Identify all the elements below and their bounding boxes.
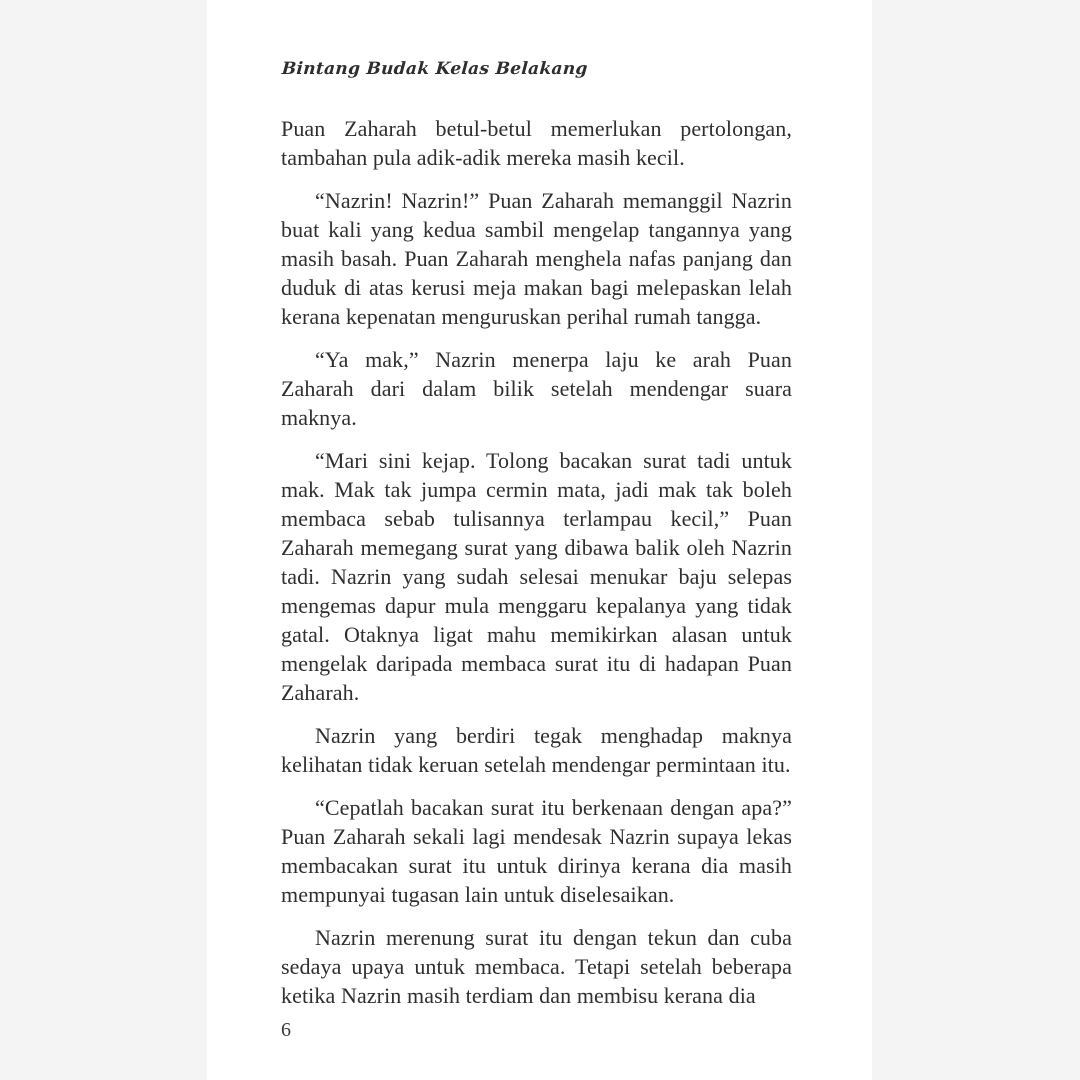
text-column <box>281 114 792 1010</box>
paragraph: “Cepatlah bacakan surat itu berkenaan dengan apa?” Puan Zaharah sekali lagi mendesak Nazrin supaya lekas membacakan surat itu untuk dirinya kerana dia masih mempunyai tugasan lain untuk diselesaikan. <box>281 795 792 907</box>
page-content <box>207 0 872 1080</box>
paragraph: “Nazrin! Nazrin!” Puan Zaharah memanggil Nazrin buat kali yang kedua sambil mengelap tangannya yang masih basah. Puan Zaharah menghela nafas panjang dan duduk di atas kerusi meja makan bagi melepaskan lelah kerana kepenatan menguruskan perihal rumah tangga. <box>281 188 792 329</box>
page-number: 6 <box>281 1019 291 1041</box>
running-header: Bintang Budak Kelas Belakang <box>281 59 589 79</box>
paragraph: Nazrin yang berdiri tegak menghadap maknya kelihatan tidak keruan setelah mendengar permintaan itu. <box>281 723 792 777</box>
paragraph: Nazrin merenung surat itu dengan tekun dan cuba sedaya upaya untuk membaca. Tetapi setelah beberapa ketika Nazrin masih terdiam dan membisu kerana dia <box>281 925 792 1008</box>
book-page <box>207 0 872 1080</box>
paragraph: “Mari sini kejap. Tolong bacakan surat tadi untuk mak. Mak tak jumpa cermin mata, jadi mak tak boleh membaca sebab tulisannya terlampau kecil,” Puan Zaharah memegang surat yang dibawa balik oleh Nazrin tadi. Nazrin yang sudah selesai menukar baju selepas mengemas dapur mula menggaru kepalanya yang tidak gatal. Otaknya ligat mahu memikirkan alasan untuk mengelak daripada membaca surat itu di hadapan Puan Zaharah. <box>281 448 792 705</box>
paragraph: Puan Zaharah betul-betul memerlukan pertolongan, tambahan pula adik-adik mereka masih kecil. <box>281 116 792 170</box>
paragraph: “Ya mak,” Nazrin menerpa laju ke arah Puan Zaharah dari dalam bilik setelah mendengar suara maknya. <box>281 347 792 430</box>
